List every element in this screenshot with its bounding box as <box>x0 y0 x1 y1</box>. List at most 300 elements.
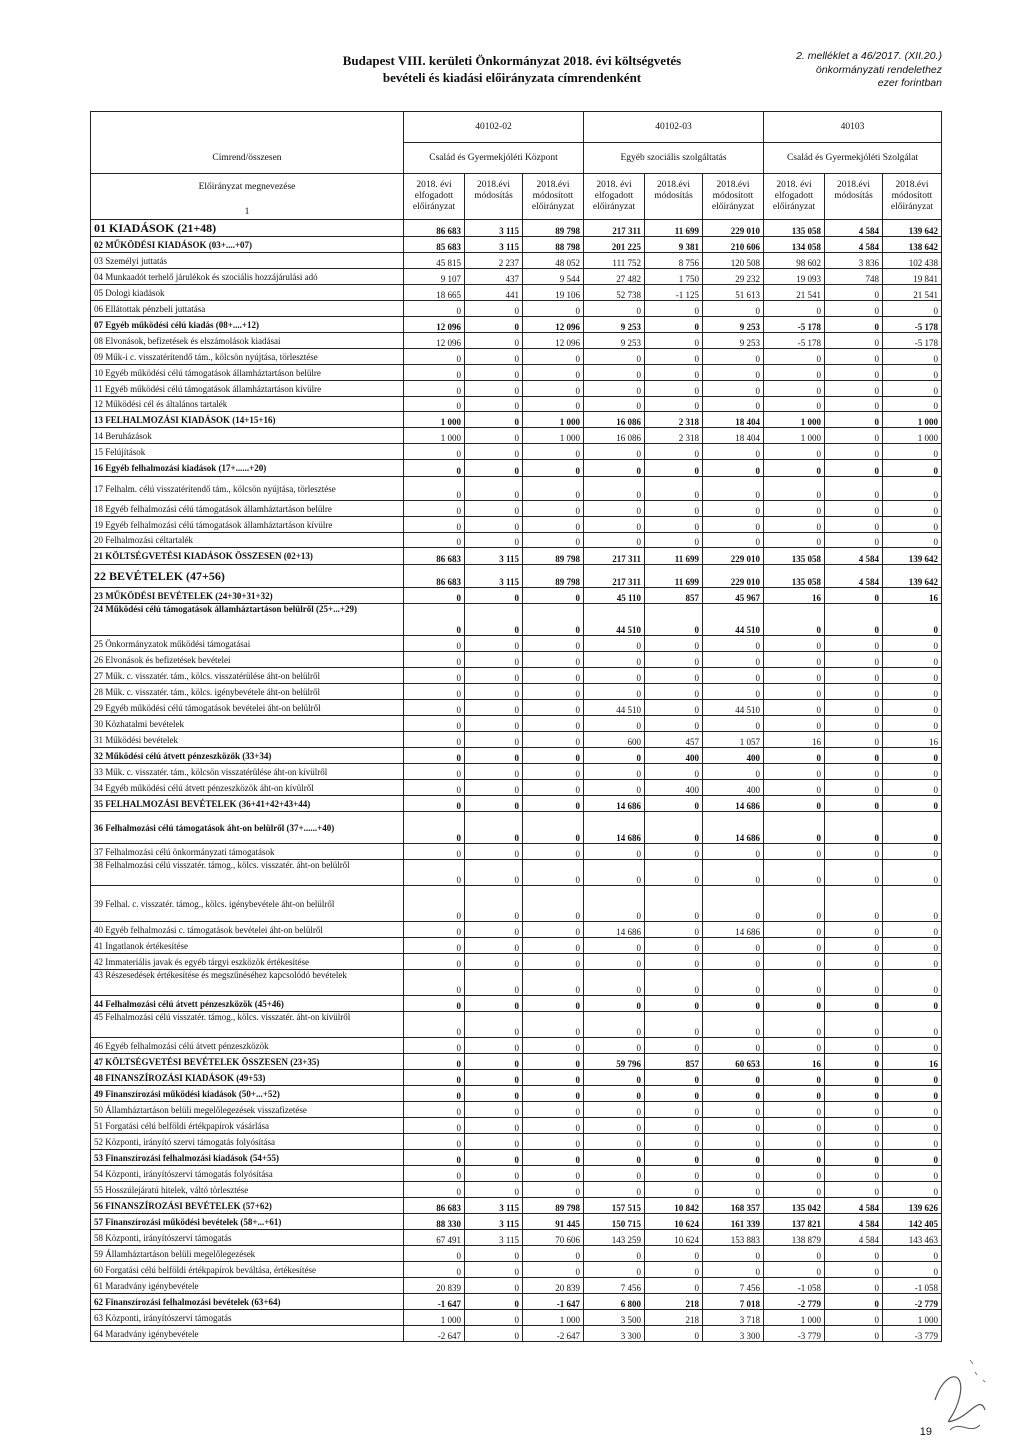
value-cell: 0 <box>883 1070 942 1086</box>
table-body <box>91 112 942 1342</box>
value-cell: 0 <box>523 844 584 860</box>
value-cell: 0 <box>404 780 465 796</box>
value-cell: 0 <box>523 780 584 796</box>
value-cell: 218 <box>645 1310 703 1326</box>
value-cell: -1 125 <box>645 285 703 301</box>
value-cell: 441 <box>465 285 523 301</box>
value-cell: 0 <box>523 716 584 732</box>
value-cell: 0 <box>764 938 825 954</box>
value-cell: 0 <box>465 317 523 333</box>
value-cell: 0 <box>465 428 523 444</box>
value-cell: 0 <box>523 652 584 668</box>
value-cell: 29 232 <box>703 269 764 285</box>
table-row <box>91 588 942 604</box>
value-cell: 0 <box>465 922 523 938</box>
value-cell: 0 <box>883 301 942 317</box>
value-cell: 27 482 <box>584 269 645 285</box>
value-cell: 0 <box>703 860 764 886</box>
value-cell: 0 <box>764 501 825 517</box>
value-cell: 1 000 <box>523 428 584 444</box>
value-cell: 0 <box>584 460 645 477</box>
value-cell: 0 <box>825 1012 883 1038</box>
annex-line-2: önkormányzati rendelethez <box>815 63 942 76</box>
value-cell: 1 750 <box>645 269 703 285</box>
value-cell: 0 <box>404 1070 465 1086</box>
value-cell: 0 <box>465 349 523 365</box>
row-label: 47 KÖLTSÉGVETÉSI BEVÉTELEK ÖSSZESEN (23+35) <box>91 1054 404 1070</box>
value-cell: 0 <box>404 1012 465 1038</box>
value-cell: 0 <box>584 668 645 684</box>
value-cell: 19 841 <box>883 269 942 285</box>
value-cell: 217 311 <box>584 220 645 237</box>
value-cell: 10 624 <box>645 1230 703 1246</box>
value-cell: 0 <box>825 954 883 970</box>
table-row <box>91 1086 942 1102</box>
value-cell: 857 <box>645 1054 703 1070</box>
value-cell: 0 <box>645 954 703 970</box>
row-label: 21 KÖLTSÉGVETÉSI KIADÁSOK ÖSSZESEN (02+13) <box>91 548 404 565</box>
value-cell: 0 <box>703 716 764 732</box>
value-cell: 0 <box>465 700 523 716</box>
value-cell: 135 058 <box>764 548 825 565</box>
value-cell: 14 686 <box>584 796 645 812</box>
value-cell: 0 <box>404 381 465 397</box>
row-label: 63 Központi, irányítószervi támogatás <box>91 1310 404 1326</box>
value-cell: 0 <box>523 1150 584 1166</box>
value-cell: 0 <box>764 796 825 812</box>
value-cell: 0 <box>645 333 703 349</box>
value-cell: 0 <box>584 954 645 970</box>
value-cell: 0 <box>764 764 825 780</box>
subheader-cell <box>404 174 465 220</box>
row-label: 17 Felhalm. célú visszatérítendő tám., kölcsön nyújtása, törlesztése <box>91 477 404 501</box>
table-row <box>91 1214 942 1230</box>
value-cell: 0 <box>523 860 584 886</box>
value-cell: 0 <box>465 954 523 970</box>
value-cell: 0 <box>584 517 645 533</box>
value-cell: 0 <box>465 1166 523 1182</box>
value-cell: 67 491 <box>404 1230 465 1246</box>
value-cell: 0 <box>764 1134 825 1150</box>
value-cell: 0 <box>404 684 465 700</box>
value-cell: 0 <box>523 796 584 812</box>
value-cell: 0 <box>764 301 825 317</box>
value-cell: 0 <box>404 517 465 533</box>
value-cell: 0 <box>703 444 764 460</box>
value-cell: 0 <box>764 349 825 365</box>
value-cell: 0 <box>645 886 703 922</box>
value-cell: 12 096 <box>404 333 465 349</box>
table-row <box>91 636 942 652</box>
value-cell: 16 <box>883 588 942 604</box>
value-cell: 0 <box>825 732 883 748</box>
value-cell: 0 <box>703 668 764 684</box>
value-cell: 89 798 <box>523 1198 584 1214</box>
value-cell: 0 <box>645 517 703 533</box>
group-name-row <box>91 143 942 174</box>
value-cell: 0 <box>404 970 465 996</box>
table-row <box>91 333 942 349</box>
value-cell: 0 <box>764 477 825 501</box>
table-row <box>91 812 942 844</box>
value-cell: 0 <box>883 1182 942 1198</box>
value-cell: 0 <box>465 886 523 922</box>
value-cell: 0 <box>645 844 703 860</box>
value-cell: 4 584 <box>825 237 883 253</box>
value-cell: 3 300 <box>703 1326 764 1342</box>
row-label: 41 Ingatlanok értékesítése <box>91 938 404 954</box>
value-cell: 0 <box>523 684 584 700</box>
value-cell: 0 <box>883 381 942 397</box>
value-cell: 229 010 <box>703 220 764 237</box>
value-cell: 150 715 <box>584 1214 645 1230</box>
value-cell: 44 510 <box>584 604 645 636</box>
value-cell: 9 253 <box>703 317 764 333</box>
value-cell: 0 <box>465 381 523 397</box>
value-cell: 0 <box>883 700 942 716</box>
value-cell: 0 <box>703 533 764 548</box>
value-cell: 0 <box>645 860 703 886</box>
title-line-2: bevételi és kiadási előirányzata címrendenként <box>382 70 642 85</box>
row-label: 25 Önkormányzatok működési támogatásai <box>91 636 404 652</box>
value-cell: 0 <box>703 477 764 501</box>
value-cell: 0 <box>645 796 703 812</box>
value-cell: 0 <box>584 684 645 700</box>
row-label: 60 Forgatási célú belföldi értékpapírok beváltása, értékesítése <box>91 1262 404 1278</box>
value-cell: 0 <box>465 460 523 477</box>
value-cell: 0 <box>465 716 523 732</box>
value-cell: 0 <box>764 1166 825 1182</box>
value-cell: 0 <box>523 1134 584 1150</box>
value-cell: 0 <box>825 886 883 922</box>
table-row <box>91 1182 942 1198</box>
row-label: 19 Egyéb felhalmozási célú támogatások államháztartáson kívülre <box>91 517 404 533</box>
value-cell: 0 <box>825 748 883 764</box>
value-cell: 9 253 <box>703 333 764 349</box>
row-label: 48 FINANSZÍROZÁSI KIADÁSOK (49+53) <box>91 1070 404 1086</box>
value-cell: 0 <box>825 1278 883 1294</box>
value-cell: 0 <box>825 716 883 732</box>
row-label: 59 Államháztartáson belüli megelőlegezések <box>91 1246 404 1262</box>
value-cell: 0 <box>465 764 523 780</box>
value-cell: 0 <box>645 1182 703 1198</box>
row-label: 51 Forgatási célú belföldi értékpapírok vásárlása <box>91 1118 404 1134</box>
value-cell: 137 821 <box>764 1214 825 1230</box>
value-cell: 0 <box>404 668 465 684</box>
table-row <box>91 1102 942 1118</box>
value-cell: 0 <box>584 349 645 365</box>
value-cell: 0 <box>645 317 703 333</box>
value-cell: 168 357 <box>703 1198 764 1214</box>
table-row <box>91 533 942 548</box>
value-cell: 0 <box>584 444 645 460</box>
value-cell: 0 <box>825 285 883 301</box>
value-cell: 0 <box>703 365 764 381</box>
value-cell: 0 <box>523 636 584 652</box>
value-cell: 14 686 <box>703 922 764 938</box>
subheader-cell <box>764 174 825 220</box>
value-cell: 0 <box>465 1294 523 1310</box>
value-cell: 0 <box>825 349 883 365</box>
value-cell: 89 798 <box>523 220 584 237</box>
value-cell: 4 584 <box>825 220 883 237</box>
value-cell: 0 <box>584 1102 645 1118</box>
subheader-line: előirányzat <box>412 202 456 212</box>
value-cell: 45 815 <box>404 253 465 269</box>
value-cell: 0 <box>825 844 883 860</box>
table-row <box>91 253 942 269</box>
table-row <box>91 1198 942 1214</box>
value-cell: 0 <box>825 1166 883 1182</box>
subheader-cell <box>825 174 883 220</box>
value-cell: 400 <box>645 748 703 764</box>
value-cell: 3 300 <box>584 1326 645 1342</box>
value-cell: 0 <box>404 716 465 732</box>
table-row <box>91 317 942 333</box>
item-col-index: 1 <box>244 207 250 217</box>
value-cell: 0 <box>523 1086 584 1102</box>
value-cell: 0 <box>825 533 883 548</box>
value-cell: 86 683 <box>404 220 465 237</box>
page-number: 19 <box>919 1426 932 1438</box>
value-cell: 0 <box>404 477 465 501</box>
value-cell: 0 <box>645 1102 703 1118</box>
value-cell: 4 584 <box>825 565 883 588</box>
table-row <box>91 220 942 237</box>
value-cell: 0 <box>703 1134 764 1150</box>
value-cell: 0 <box>703 844 764 860</box>
table-row <box>91 748 942 764</box>
value-cell: 0 <box>523 604 584 636</box>
value-cell: 0 <box>703 652 764 668</box>
value-cell: 0 <box>703 1070 764 1086</box>
value-cell: 0 <box>825 860 883 886</box>
value-cell: 0 <box>883 996 942 1012</box>
value-cell: 400 <box>703 748 764 764</box>
subheader-line <box>468 202 519 213</box>
row-label: 32 Működési célú átvett pénzeszközök (33+34) <box>91 748 404 764</box>
value-cell: 0 <box>465 1102 523 1118</box>
value-cell: 0 <box>584 1166 645 1182</box>
value-cell: 12 096 <box>404 317 465 333</box>
row-label: 30 Közhatalmi bevételek <box>91 716 404 732</box>
value-cell: 0 <box>883 1150 942 1166</box>
table-row <box>91 517 942 533</box>
subheader-line <box>828 202 879 213</box>
value-cell: 0 <box>883 748 942 764</box>
value-cell: 0 <box>764 1182 825 1198</box>
group-code-row <box>91 112 942 143</box>
table-row <box>91 732 942 748</box>
table-row <box>91 780 942 796</box>
value-cell: 229 010 <box>703 548 764 565</box>
value-cell: 218 <box>645 1294 703 1310</box>
value-cell: 0 <box>764 1262 825 1278</box>
table-row <box>91 477 942 501</box>
value-cell: 16 086 <box>584 412 645 428</box>
value-cell: 143 463 <box>883 1230 942 1246</box>
value-cell: 0 <box>645 365 703 381</box>
value-cell: 0 <box>883 517 942 533</box>
table-row <box>91 565 942 588</box>
value-cell: 0 <box>523 533 584 548</box>
value-cell: 0 <box>825 1102 883 1118</box>
value-cell: 0 <box>883 1012 942 1038</box>
value-cell: 0 <box>883 636 942 652</box>
value-cell: 0 <box>645 970 703 996</box>
value-cell: 0 <box>825 428 883 444</box>
value-cell: -3 779 <box>764 1326 825 1342</box>
value-cell: 88 798 <box>523 237 584 253</box>
value-cell: 0 <box>465 1134 523 1150</box>
value-cell: 0 <box>645 700 703 716</box>
group-code-2: 40102-03 <box>584 112 764 143</box>
value-cell: 0 <box>825 460 883 477</box>
value-cell: 0 <box>465 938 523 954</box>
table-row <box>91 604 942 636</box>
value-cell: 0 <box>404 938 465 954</box>
value-cell: 0 <box>523 365 584 381</box>
row-label: 13 FELHALMOZÁSI KIADÁSOK (14+15+16) <box>91 412 404 428</box>
table-row <box>91 349 942 365</box>
row-label: 03 Személyi juttatás <box>91 253 404 269</box>
row-label: 31 Működési bevételek <box>91 732 404 748</box>
value-cell: 0 <box>645 652 703 668</box>
value-cell: 20 839 <box>404 1278 465 1294</box>
value-cell: 161 339 <box>703 1214 764 1230</box>
value-cell: 0 <box>523 812 584 844</box>
col-group-label: Címrend/összesen <box>91 143 404 174</box>
value-cell: 0 <box>883 1262 942 1278</box>
value-cell: 86 683 <box>404 565 465 588</box>
value-cell: 18 665 <box>404 285 465 301</box>
value-cell: -2 647 <box>523 1326 584 1342</box>
value-cell: 0 <box>465 1012 523 1038</box>
value-cell: 0 <box>825 1070 883 1086</box>
table-row <box>91 684 942 700</box>
value-cell: 0 <box>883 796 942 812</box>
value-cell: 0 <box>883 533 942 548</box>
value-cell: 4 584 <box>825 1214 883 1230</box>
table-row <box>91 428 942 444</box>
value-cell: 0 <box>523 588 584 604</box>
value-cell: 0 <box>465 780 523 796</box>
value-cell: 14 686 <box>703 812 764 844</box>
value-cell: 1 000 <box>883 412 942 428</box>
value-cell: 0 <box>465 844 523 860</box>
value-cell: 12 096 <box>523 317 584 333</box>
value-cell: 0 <box>703 1262 764 1278</box>
value-cell: 0 <box>883 477 942 501</box>
value-cell: 0 <box>645 996 703 1012</box>
value-cell: 0 <box>645 604 703 636</box>
value-cell: 0 <box>465 444 523 460</box>
value-cell: 0 <box>584 996 645 1012</box>
value-cell: 135 042 <box>764 1198 825 1214</box>
row-label: 42 Immateriális javak és egyéb tárgyi eszközök értékesítése <box>91 954 404 970</box>
value-cell: 0 <box>825 381 883 397</box>
value-cell: 1 000 <box>883 428 942 444</box>
value-cell: -1 058 <box>883 1278 942 1294</box>
value-cell: 0 <box>404 1054 465 1070</box>
subheader-line: elfogadott <box>774 191 814 201</box>
value-cell: 0 <box>703 886 764 922</box>
value-cell: 0 <box>703 970 764 996</box>
value-cell: 1 000 <box>523 412 584 428</box>
value-cell: 0 <box>883 886 942 922</box>
value-cell: 0 <box>825 1182 883 1198</box>
row-label: 58 Központi, irányítószervi támogatás <box>91 1230 404 1246</box>
value-cell: -1 647 <box>404 1294 465 1310</box>
value-cell: 0 <box>883 1118 942 1134</box>
annex-line-1: 2. melléklet a 46/2017. (XII.20.) <box>796 50 942 62</box>
value-cell: 0 <box>465 477 523 501</box>
value-cell: -5 178 <box>764 317 825 333</box>
handwritten-signature <box>925 1350 995 1440</box>
value-cell: 16 <box>764 588 825 604</box>
value-cell: 1 000 <box>404 412 465 428</box>
subheader-line: előirányzat <box>711 202 755 212</box>
value-cell: 14 686 <box>703 796 764 812</box>
row-label: 09 Műk-i c. visszatérítendő tám., kölcsön nyújtása, törlesztése <box>91 349 404 365</box>
row-label: 14 Beruházások <box>91 428 404 444</box>
value-cell: 0 <box>883 812 942 844</box>
table-row <box>91 1012 942 1038</box>
value-cell: 0 <box>645 444 703 460</box>
value-cell: 3 115 <box>465 237 523 253</box>
value-cell: 0 <box>883 844 942 860</box>
value-cell: 0 <box>523 477 584 501</box>
value-cell: 0 <box>825 365 883 381</box>
subheader-line: 2018.évi <box>477 180 510 190</box>
row-label: 05 Dologi kiadások <box>91 285 404 301</box>
value-cell: 0 <box>465 970 523 996</box>
value-cell: 11 699 <box>645 220 703 237</box>
title-line-1: Budapest VIII. kerületi Önkormányzat 2018. évi költségvetés <box>342 53 682 68</box>
value-cell: 0 <box>764 1102 825 1118</box>
row-label: 34 Egyéb működési célú átvett pénzeszközök áht-on kívülről <box>91 780 404 796</box>
row-label: 38 Felhalmozási célú visszatér. támog., kölcs. visszatér. áht-on belülről <box>91 860 404 886</box>
value-cell: 0 <box>883 970 942 996</box>
value-cell: 0 <box>584 748 645 764</box>
value-cell: 0 <box>764 844 825 860</box>
value-cell: 0 <box>703 1150 764 1166</box>
table-row <box>91 381 942 397</box>
value-cell: 0 <box>703 1038 764 1054</box>
value-cell: 0 <box>883 501 942 517</box>
value-cell: 0 <box>825 1054 883 1070</box>
value-cell: 9 544 <box>523 269 584 285</box>
value-cell: 0 <box>645 1012 703 1038</box>
row-label: 26 Elvonások és befizetések bevételei <box>91 652 404 668</box>
value-cell: 7 456 <box>703 1278 764 1294</box>
row-label: 08 Elvonások, befizetések és elszámolások kiadásai <box>91 333 404 349</box>
value-cell: 0 <box>764 1012 825 1038</box>
group-name-2: Egyéb szociális szolgáltatás <box>584 143 764 174</box>
subheader-line: előirányzat <box>890 202 934 212</box>
value-cell: 0 <box>825 1038 883 1054</box>
value-cell: 0 <box>825 996 883 1012</box>
value-cell: 0 <box>703 501 764 517</box>
subheader-line: 2018.évi <box>716 180 750 190</box>
unit-note: ezer forintban <box>877 77 942 89</box>
row-label: 52 Központi, irányító szervi támogatás folyósítása <box>91 1134 404 1150</box>
value-cell: 0 <box>523 764 584 780</box>
value-cell: 0 <box>523 886 584 922</box>
subheader-line: 2018. évi <box>776 180 812 190</box>
value-cell: 0 <box>764 684 825 700</box>
subheader-row <box>91 174 942 220</box>
